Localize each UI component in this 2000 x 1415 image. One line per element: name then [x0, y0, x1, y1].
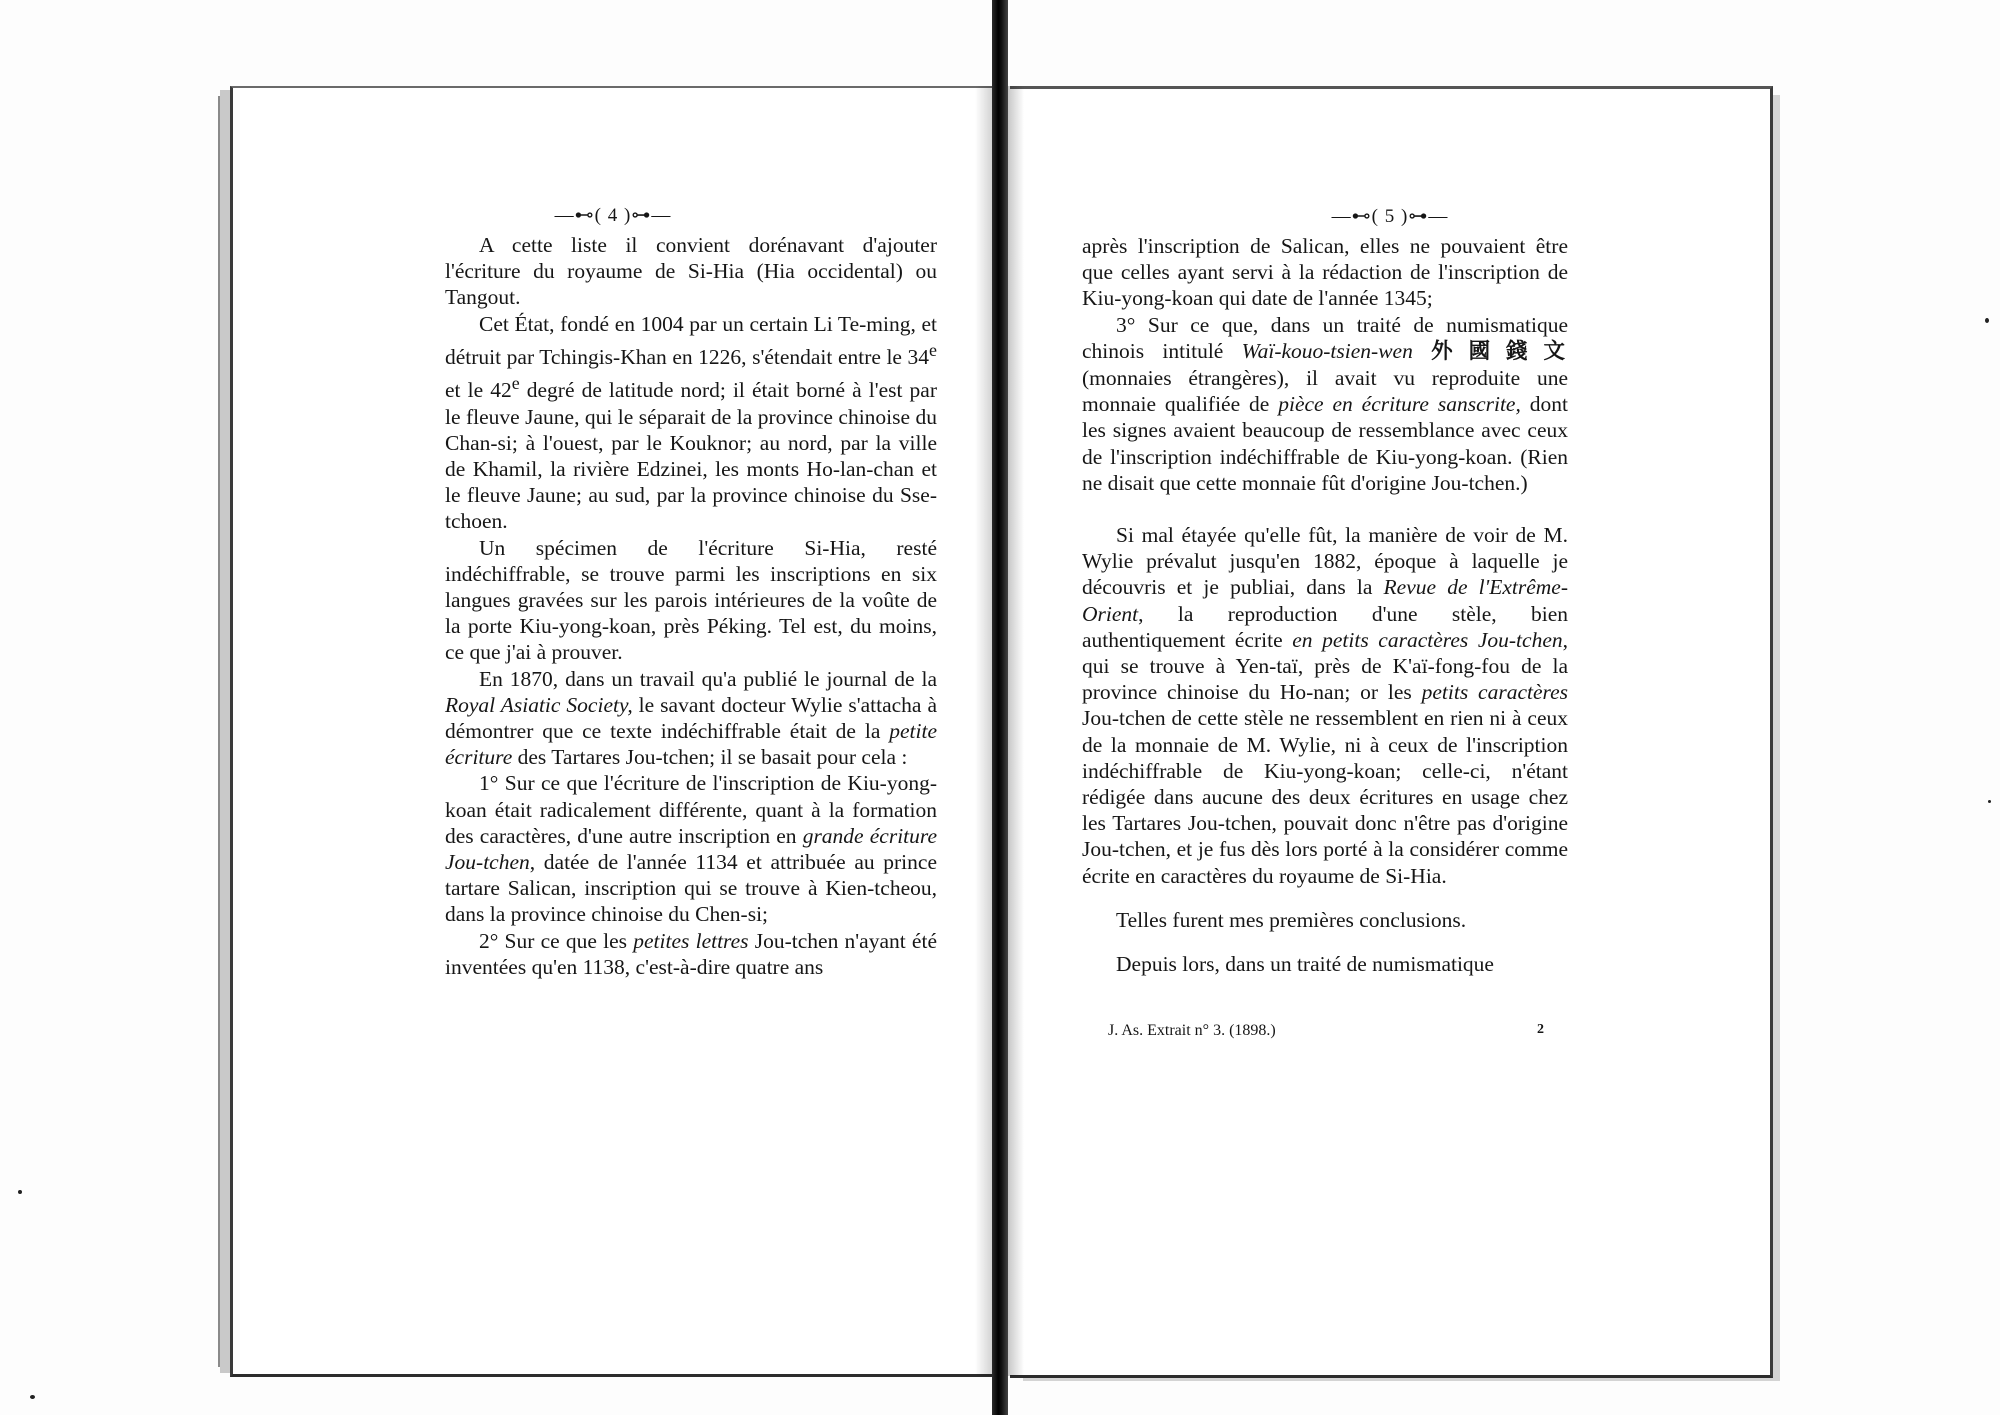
- scan-speck: [30, 1395, 35, 1399]
- signature-mark: 2: [1537, 1022, 1544, 1037]
- scan-speck: [1988, 800, 1991, 803]
- list-item-3: 3° Sur ce que, dans un traité de numismatique chinois intitulé Waï-kouo-tsien-wen 外國錢文 (monnaies étrangères), il avait vu reproduite une monnaie qualifiée de pièce en écriture sanscrite, dont les signes avaient beaucoup de ressemblance avec ceux de l'inscription indéchiffrable de Kiu-yong-koan. (Rien ne disait que cette monnaie fût d'origine Jou-tchen.): [1082, 312, 1568, 495]
- right-page: [1010, 86, 1773, 1378]
- paragraph: A cette liste il convient dorénavant d'ajouter l'écriture du royaume de Si-Hia (Hia occidental) ou Tangout.: [445, 233, 937, 310]
- book-gutter: [992, 0, 1008, 1415]
- page-number-5: —⊷( 5 )⊶—: [1331, 206, 1449, 227]
- paragraph: En 1870, dans un travail qu'a publié le journal de la Royal Asiatic Society, le savant docteur Wylie s'attacha à démontrer que ce texte indéchiffrable était de la petite écriture des Tartares Jou-tchen; il se basait pour cela :: [445, 666, 937, 770]
- paragraph: Un spécimen de l'écriture Si-Hia, resté indéchiffrable, se trouve parmi les inscriptions en six langues gravées sur les parois intérieures de la voûte de la porte Kiu-yong-koan, près Péking. Tel est, du moins, ce que j'ai à prouver.: [445, 535, 937, 665]
- footer-reference: J. As. Extrait n° 3. (1898.): [1108, 1022, 1276, 1039]
- scan-speck: [1985, 318, 1989, 323]
- list-item-2: 2° Sur ce que les petites lettres Jou-tchen n'ayant été inventées qu'en 1138, c'est-à-dire quatre ans: [445, 928, 937, 979]
- left-page: [230, 86, 993, 1377]
- scan-speck: [18, 1190, 22, 1194]
- right-page-text: [1082, 233, 1568, 977]
- page-footer: [1108, 1022, 1584, 1040]
- paragraph: Cet État, fondé en 1004 par un certain Li Te-ming, et détruit par Tchingis-Khan en 1226, s'étendait entre le 34e et le 42e degré de latitude nord; il était borné à l'est par le fleuve Jaune, qui le séparait de la province chinoise du Chan-si; à l'ouest, par le Kouknor; au nord, par la ville de Khamil, la rivière Edzinei, les monts Ho-lan-chan et le fleuve Jaune; au sud, par la province chinoise du Sse-tchoen.: [445, 311, 937, 534]
- paragraph: Si mal étayée qu'elle fût, la manière de voir de M. Wylie prévalut jusqu'en 1882, époque à laquelle je découvris et je publiai, dans la Revue de l'Extrême-Orient, la reproduction d'une stèle, bien authentiquement écrite en petits caractères Jou-tchen, qui se trouve à Yen-taï, près de K'aï-fong-fou de la province chinoise du Ho-nan; or les petits caractères Jou-tchen de cette stèle ne ressemblent en rien ni à ceux de la monnaie de M. Wylie, ni à ceux de l'inscription indéchiffrable de Kiu-yong-koan; celle-ci, n'étant rédigée dans aucune des deux écritures en usage chez les Tartares Jou-tchen, pouvait donc n'être pas d'origine Jou-tchen, et je fus dès lors porté à la considérer comme écrite en caractères du royaume de Si-Hia.: [1082, 523, 1568, 888]
- list-item-1: 1° Sur ce que l'écriture de l'inscription de Kiu-yong-koan était radicalement différente, quant à la formation des caractères, d'une autre inscription en grande écriture Jou-tchen, datée de l'année 1134 et attribuée au prince tartare Salican, inscription qui se trouve à Kien-tcheou, dans la province chinoise du Chen-si;: [445, 771, 937, 927]
- paragraph-continued: après l'inscription de Salican, elles ne pouvaient être que celles ayant servi à la rédaction de l'inscription de Kiu-yong-koan qui date de l'année 1345;: [1082, 234, 1568, 311]
- gutter-shadow-left: [975, 86, 993, 1376]
- paragraph: Depuis lors, dans un traité de numismatique: [1116, 952, 1494, 977]
- page-number-4: —⊷( 4 )⊶—: [554, 205, 672, 226]
- gutter-shadow-right: [1008, 86, 1024, 1376]
- left-page-text: [445, 232, 937, 980]
- paragraph: Telles furent mes premières conclusions.: [1116, 907, 1467, 932]
